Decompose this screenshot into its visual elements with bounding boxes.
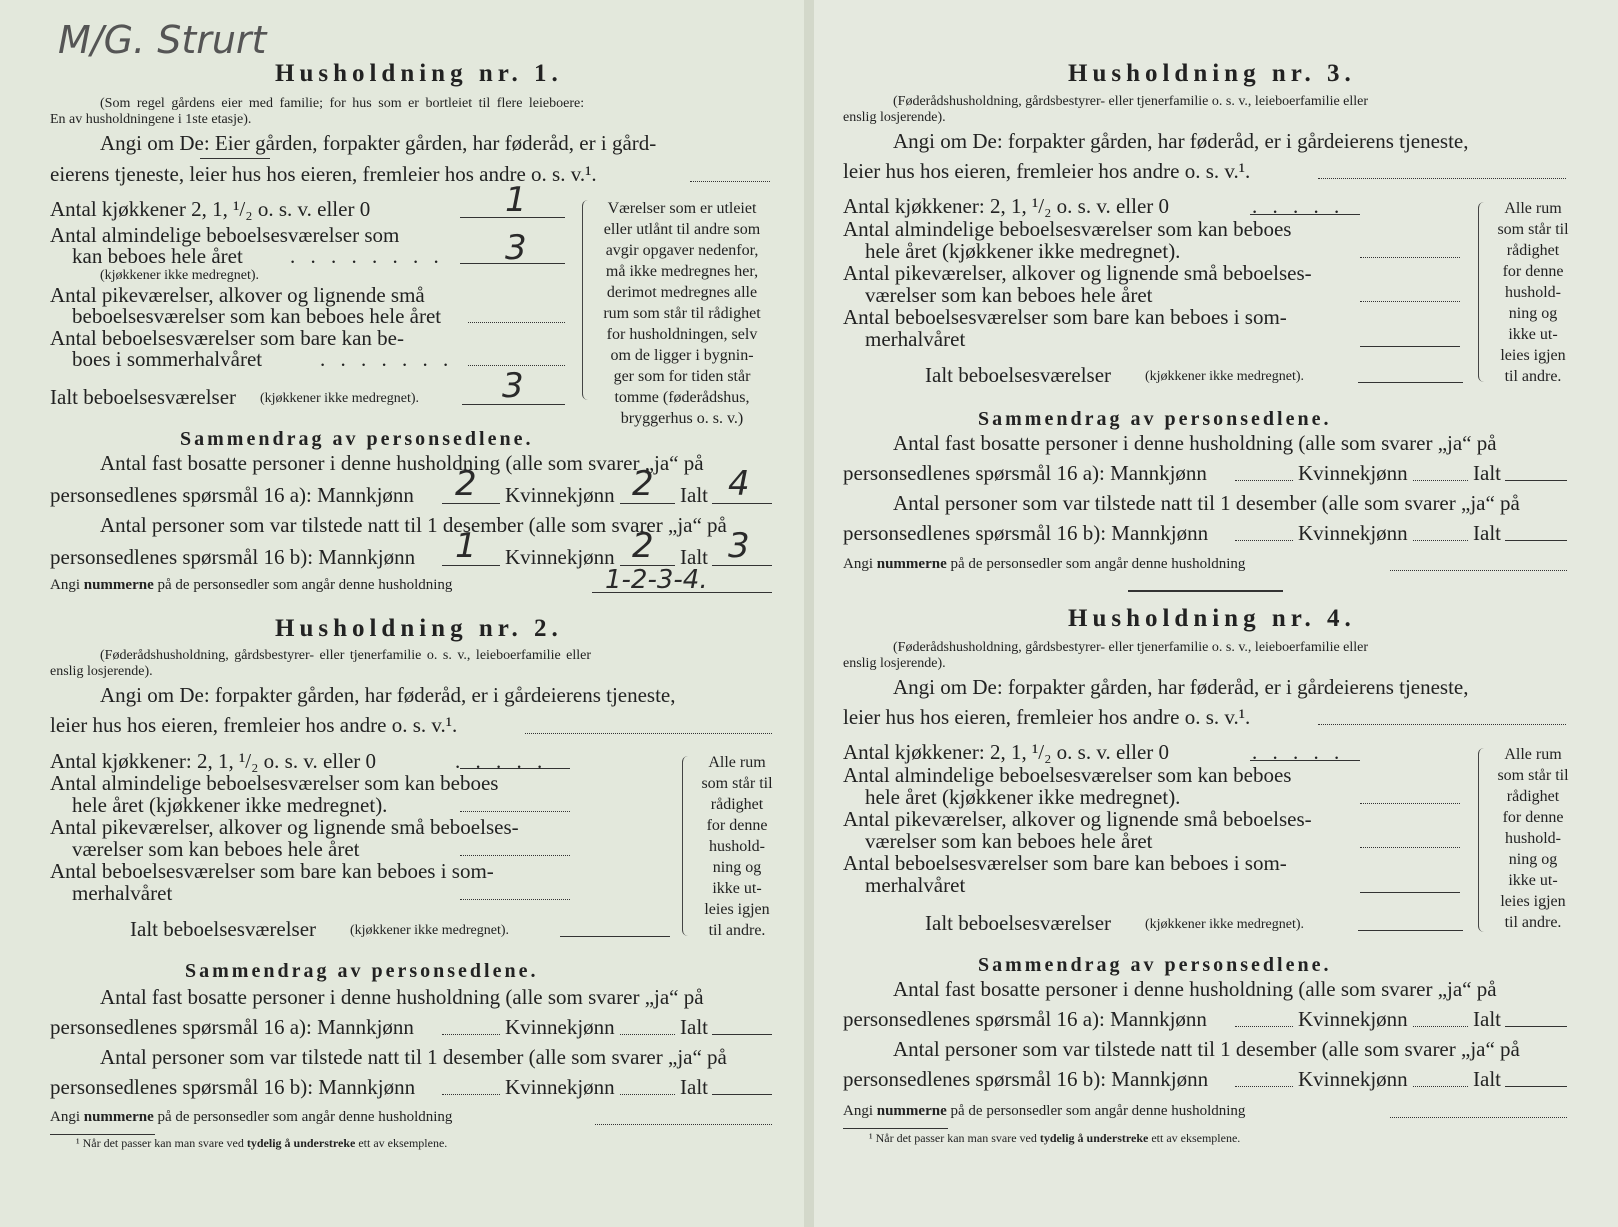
h3-b-ialt-label: Ialt — [1473, 521, 1501, 545]
h1-pike-line — [468, 322, 565, 323]
h4-a-m-line — [1235, 1026, 1293, 1027]
h3-angi-line — [1318, 178, 1566, 179]
h1-brace — [582, 200, 591, 400]
h1-tils1: Antal personer som var tilstede natt til 1 desember (alle som svarer „ja“ på — [100, 513, 727, 537]
h1-kjokken: Antal kjøkkener 2, 1, ¹/₂ o. s. v. eller 0 — [50, 197, 371, 221]
h3-side-line: Alle rum — [1504, 200, 1562, 217]
h4-angi2: leier hus hos eieren, fremleier hos andre o. s. v.¹. — [843, 705, 1251, 729]
h3-a-ialt-label: Ialt — [1473, 461, 1501, 485]
h4-alm-line — [1360, 803, 1460, 804]
footnote-right: ¹ Når det passer kan man svare ved tydelig å understreke ett av eksemplene. — [869, 1131, 1241, 1145]
h3-alm-line — [1360, 257, 1460, 258]
h1-som1: Antal beboelsesværelser som bare kan be- — [50, 326, 404, 350]
h1-b-m-value: 1 — [455, 526, 477, 566]
h3-alm1: Antal almindelige beboelsesværelser som kan beboes — [843, 217, 1292, 241]
h4-som2: merhalvåret — [865, 873, 966, 897]
h3-kjokken: Antal kjøkkener: 2, 1, ¹/₂ o. s. v. eller 0 — [843, 194, 1170, 218]
h4-angi-line — [1318, 724, 1566, 725]
h1-ialt: Ialt beboelsesværelser — [50, 385, 237, 409]
h1-side-line: eller utlånt til andre som — [603, 221, 761, 238]
h2-b-m-line — [442, 1094, 500, 1095]
h3-ialt-line — [1358, 382, 1463, 383]
page-spine — [804, 0, 814, 1227]
h4-ialt-note: (kjøkkener ikke medregnet). — [1145, 917, 1304, 932]
h4-side-line: til andre. — [1504, 914, 1562, 931]
h2-title: Husholdning nr. 2. — [275, 615, 563, 642]
h3-brace — [1478, 202, 1487, 382]
h2-kjokken-line — [460, 768, 570, 769]
h3-side-line: rådighet — [1506, 242, 1560, 259]
h2-angi2: leier hus hos eieren, fremleier hos andre o. s. v.¹. — [50, 713, 458, 737]
h1-alm-value: 3 — [505, 228, 527, 268]
h4-kjokken: Antal kjøkkener: 2, 1, ¹/₂ o. s. v. eller 0 — [843, 740, 1170, 764]
footnote-left: ¹ Når det passer kan man svare ved tydelig å understreke ett av eksemplene. — [76, 1136, 448, 1150]
h4-pike-line — [1360, 847, 1460, 848]
h3-side-line: for denne — [1502, 263, 1564, 280]
h2-angi-num: Angi nummerne på de personsedler som angår denne husholdning — [50, 1109, 453, 1125]
h1-side-line: om de ligger i bygnin- — [610, 347, 754, 364]
h4-som1: Antal beboelsesværelser som bare kan beboes i som- — [843, 851, 1287, 875]
h1-alm-dots: . . . . . . . . — [290, 244, 444, 268]
h4-b-kvinne-label: Kvinnekjønn — [1298, 1067, 1408, 1091]
h3-side-line: ning og — [1508, 305, 1558, 322]
h1-fast1: Antal fast bosatte personer i denne husholdning (alle som svarer „ja“ på — [100, 451, 704, 475]
h2-b-kvinne-label: Kvinnekjønn — [505, 1075, 615, 1099]
h2-som2: merhalvåret — [72, 881, 173, 905]
h1-a-ialt-label: Ialt — [680, 483, 708, 507]
h2-ialt: Ialt beboelsesværelser — [130, 917, 317, 941]
h1-side-line: for husholdningen, selv — [606, 326, 758, 343]
h3-pike1: Antal pikeværelser, alkover og lignende små beboelses- — [843, 261, 1312, 285]
h3-kjokken-line — [1250, 214, 1360, 215]
h4-alm2: hele året (kjøkkener ikke medregnet). — [865, 785, 1181, 809]
h2-note2: enslig losjerende). — [50, 664, 153, 679]
h2-kjokken-dots: . . . . . — [455, 749, 548, 773]
h4-side-line: Alle rum — [1504, 746, 1562, 763]
h2-b-k-line — [620, 1094, 675, 1095]
h3-ialt-note: (kjøkkener ikke medregnet). — [1145, 369, 1304, 384]
h3-a-kvinne-label: Kvinnekjønn — [1298, 461, 1408, 485]
h3-b-k-line — [1413, 540, 1468, 541]
h1-num-value: 1-2-3-4. — [605, 565, 708, 595]
h3-side-line: leies igjen — [1500, 347, 1566, 364]
h4-pike1: Antal pikeværelser, alkover og lignende små beboelses- — [843, 807, 1312, 831]
footnote-rule-right — [843, 1128, 948, 1129]
h1-b-i-value: 3 — [728, 526, 750, 566]
h1-side-line: bryggerhus o. s. v.) — [620, 410, 744, 427]
h4-fast1: Antal fast bosatte personer i denne husholdning (alle som svarer „ja“ på — [893, 977, 1497, 1001]
h2-kjokken: Antal kjøkkener: 2, 1, ¹/₂ o. s. v. eller 0 — [50, 749, 377, 773]
h2-b-i-line — [712, 1094, 772, 1095]
h4-side-line: som står til — [1497, 767, 1569, 784]
h2-angi1: Angi om De: forpakter gården, har føderåd, er i gårdeierens tjeneste, — [100, 683, 676, 707]
h1-alm-line — [460, 263, 565, 264]
h1-alm3: (kjøkkener ikke medregnet). — [100, 268, 259, 283]
h1-kjokken-value: 1 — [505, 180, 527, 220]
h3-b-i-line — [1505, 540, 1567, 541]
h3-side-line: som står til — [1497, 221, 1569, 238]
h4-b-ialt-label: Ialt — [1473, 1067, 1501, 1091]
h4-angi-num: Angi nummerne på de personsedler som angår denne husholdning — [843, 1103, 1246, 1119]
h3-som2: merhalvåret — [865, 327, 966, 351]
h1-b-k-value: 2 — [632, 526, 654, 566]
h3-title: Husholdning nr. 3. — [1068, 60, 1356, 87]
h3-pike-line — [1360, 301, 1460, 302]
h2-side-line: for denne — [706, 817, 768, 834]
h2-alm-line — [460, 811, 570, 812]
h1-side-line: rum som står til rådighet — [603, 305, 761, 322]
h1-ialt-note: (kjøkkener ikke medregnet). — [260, 391, 419, 406]
h2-side-line: rådighet — [710, 796, 764, 813]
h2-ialt-line — [560, 936, 670, 937]
h1-note1: (Som regel gårdens eier med familie; for hus som er bortleiet til flere leieboere: — [100, 96, 585, 111]
h2-side-line: ning og — [712, 859, 762, 876]
h3-side-line: til andre. — [1504, 368, 1562, 385]
h2-a-ialt-label: Ialt — [680, 1015, 708, 1039]
h1-num-line — [592, 592, 772, 593]
h1-b-kvinne-label: Kvinnekjønn — [505, 545, 615, 569]
h2-alm1: Antal almindelige beboelsesværelser som kan beboes — [50, 771, 499, 795]
h2-side-line: som står til — [701, 775, 773, 792]
h4-a-i-line — [1505, 1026, 1567, 1027]
h3-pike2: værelser som kan beboes hele året — [865, 283, 1153, 307]
h2-tils1: Antal personer som var tilstede natt til 1 desember (alle som svarer „ja“ på — [100, 1045, 727, 1069]
h4-side-line: leies igjen — [1500, 893, 1566, 910]
h3-som1: Antal beboelsesværelser som bare kan beboes i som- — [843, 305, 1287, 329]
h2-pike2: værelser som kan beboes hele året — [72, 837, 360, 861]
h2-brace — [682, 756, 691, 936]
h2-a-m-line — [442, 1034, 500, 1035]
h3-angi2: leier hus hos eieren, fremleier hos andre o. s. v.¹. — [843, 159, 1251, 183]
h1-alm2: kan beboes hele året — [72, 244, 243, 268]
h2-pike-line — [460, 855, 570, 856]
h2-side-note — [692, 752, 782, 941]
h4-b-k-line — [1413, 1086, 1468, 1087]
h3-b-m-line — [1235, 540, 1293, 541]
h2-sum-title: Sammendrag av personsedlene. — [185, 960, 539, 982]
h3-side-line: ikke ut- — [1508, 326, 1558, 343]
h1-angi2: eierens tjeneste, leier hus hos eieren, fremleier hos andre o. s. v.¹. — [50, 162, 597, 186]
h1-side-line: avgir opgaver nedenfor, — [605, 242, 759, 259]
h2-alm2: hele året (kjøkkener ikke medregnet). — [72, 793, 388, 817]
footnote-rule-left — [50, 1134, 155, 1135]
h2-side-line: til andre. — [708, 922, 766, 939]
h3-p16a: personsedlenes spørsmål 16 a): Mannkjønn — [843, 461, 1207, 485]
h4-side-note — [1488, 744, 1578, 933]
h4-side-line: ikke ut- — [1508, 872, 1558, 889]
h1-a-kvinne-label: Kvinnekjønn — [505, 483, 615, 507]
h1-side-note — [592, 198, 772, 429]
h1-pike1: Antal pikeværelser, alkover og lignende små — [50, 283, 425, 307]
h1-eier-underline — [200, 158, 270, 159]
h3-p16b: personsedlenes spørsmål 16 b): Mannkjønn — [843, 521, 1209, 545]
h1-sum-title: Sammendrag av personsedlene. — [180, 428, 534, 450]
h2-b-ialt-label: Ialt — [680, 1075, 708, 1099]
h1-b-ialt-label: Ialt — [680, 545, 708, 569]
h1-angi1: Angi om De: Eier gården, forpakter gården, har føderåd, er i gård- — [100, 131, 657, 155]
h1-side-line: må ikke medregnes her, — [605, 263, 759, 280]
h2-som-line — [460, 899, 570, 900]
h2-note1: (Føderådshusholdning, gårdsbestyrer- eller tjenerfamilie o. s. v., leieboerfamilie eller — [100, 648, 592, 663]
h3-side-line: hushold- — [1505, 284, 1561, 301]
h1-a-k-value: 2 — [632, 464, 654, 504]
h3-a-m-line — [1235, 480, 1293, 481]
h1-side-line: Værelser som er utleiet — [607, 200, 757, 217]
h2-a-k-line — [620, 1034, 675, 1035]
h4-b-m-line — [1235, 1086, 1293, 1087]
h4-side-line: hushold- — [1505, 830, 1561, 847]
h4-alm1: Antal almindelige beboelsesværelser som kan beboes — [843, 763, 1292, 787]
h1-p16a: personsedlenes spørsmål 16 a): Mannkjønn — [50, 483, 414, 507]
h4-brace — [1478, 748, 1487, 932]
handwritten-signature: M/G. Strurt — [58, 18, 267, 62]
h3-sum-title: Sammendrag av personsedlene. — [978, 408, 1332, 430]
h4-tils1: Antal personer som var tilstede natt til 1 desember (alle som svarer „ja“ på — [893, 1037, 1520, 1061]
h1-side-line: ger som for tiden står — [613, 368, 751, 385]
h4-ialt: Ialt beboelsesværelser — [925, 911, 1112, 935]
h2-pike1: Antal pikeværelser, alkover og lignende små beboelses- — [50, 815, 519, 839]
h4-side-line: ning og — [1508, 851, 1558, 868]
h3-tils1: Antal personer som var tilstede natt til 1 desember (alle som svarer „ja“ på — [893, 491, 1520, 515]
h4-a-k-line — [1413, 1026, 1468, 1027]
h3-side-note — [1488, 198, 1578, 387]
h2-side-line: leies igjen — [704, 901, 770, 918]
h1-alm1: Antal almindelige beboelsesværelser som — [50, 223, 400, 247]
h1-p16b: personsedlenes spørsmål 16 b): Mannkjønn — [50, 545, 416, 569]
h4-p16b: personsedlenes spørsmål 16 b): Mannkjønn — [843, 1067, 1209, 1091]
h4-title: Husholdning nr. 4. — [1068, 605, 1356, 632]
h4-som-line — [1360, 892, 1460, 893]
h4-side-line: for denne — [1502, 809, 1564, 826]
h1-pike2: beboelsesværelser som kan beboes hele året — [72, 304, 442, 328]
h1-angi-num: Angi nummerne på de personsedler som angår denne husholdning — [50, 577, 453, 593]
h4-angi1: Angi om De: forpakter gården, har føderåd, er i gårdeierens tjeneste, — [893, 675, 1469, 699]
h3-separator — [1128, 590, 1283, 592]
h3-b-kvinne-label: Kvinnekjønn — [1298, 521, 1408, 545]
h2-fast1: Antal fast bosatte personer i denne husholdning (alle som svarer „ja“ på — [100, 985, 704, 1009]
h2-side-line: ikke ut- — [712, 880, 762, 897]
h2-side-line: hushold- — [709, 838, 765, 855]
h3-a-k-line — [1413, 480, 1468, 481]
h1-side-line: derimot medregnes alle — [606, 284, 758, 301]
h1-a-m-value: 2 — [455, 464, 477, 504]
h3-note1: (Føderådshusholdning, gårdsbestyrer- eller tjenerfamilie o. s. v., leieboerfamilie eller — [893, 94, 1369, 109]
h2-p16a: personsedlenes spørsmål 16 a): Mannkjønn — [50, 1015, 414, 1039]
h3-som-line — [1360, 346, 1460, 347]
h4-note2: enslig losjerende). — [843, 656, 946, 671]
h3-angi1: Angi om De: forpakter gården, har føderåd, er i gårdeierens tjeneste, — [893, 129, 1469, 153]
h1-a-i-value: 4 — [728, 464, 750, 504]
h3-kjokken-dots: . . . . . — [1252, 194, 1345, 218]
h4-pike2: værelser som kan beboes hele året — [865, 829, 1153, 853]
h4-kjokken-dots: . . . . . — [1252, 740, 1345, 764]
h3-ialt: Ialt beboelsesværelser — [925, 363, 1112, 387]
h3-a-i-line — [1505, 480, 1567, 481]
h3-alm2: hele året (kjøkkener ikke medregnet). — [865, 239, 1181, 263]
h2-a-kvinne-label: Kvinnekjønn — [505, 1015, 615, 1039]
h3-note2: enslig losjerende). — [843, 110, 946, 125]
h1-som-dots: . . . . . . . — [320, 347, 454, 371]
h2-angi-line — [525, 733, 772, 734]
h2-a-i-line — [712, 1034, 772, 1035]
h3-num-line — [1390, 570, 1567, 571]
h2-num-line — [595, 1124, 772, 1125]
h1-som2: boes i sommerhalvåret — [72, 347, 263, 371]
h1-side-line: tomme (føderådshus, — [614, 389, 750, 406]
h4-ialt-line — [1358, 930, 1463, 931]
h4-a-kvinne-label: Kvinnekjønn — [1298, 1007, 1408, 1031]
h1-ialt-line — [462, 404, 565, 405]
h1-note2: En av husholdningene i 1ste etasje). — [50, 112, 252, 127]
h2-som1: Antal beboelsesværelser som bare kan beboes i som- — [50, 859, 494, 883]
h1-title: Husholdning nr. 1. — [275, 60, 563, 87]
h4-note1: (Føderådshusholdning, gårdsbestyrer- eller tjenerfamilie o. s. v., leieboerfamilie eller — [893, 640, 1369, 655]
h2-p16b: personsedlenes spørsmål 16 b): Mannkjønn — [50, 1075, 416, 1099]
h4-p16a: personsedlenes spørsmål 16 a): Mannkjønn — [843, 1007, 1207, 1031]
h4-b-i-line — [1505, 1086, 1567, 1087]
h4-num-line — [1390, 1117, 1567, 1118]
h4-a-ialt-label: Ialt — [1473, 1007, 1501, 1031]
h1-angi-line — [690, 181, 770, 182]
h4-side-line: rådighet — [1506, 788, 1560, 805]
h1-ialt-value: 3 — [502, 366, 524, 406]
h3-fast1: Antal fast bosatte personer i denne husholdning (alle som svarer „ja“ på — [893, 431, 1497, 455]
h4-kjokken-line — [1250, 760, 1360, 761]
h4-sum-title: Sammendrag av personsedlene. — [978, 954, 1332, 976]
h3-angi-num: Angi nummerne på de personsedler som angår denne husholdning — [843, 556, 1246, 572]
h2-side-line: Alle rum — [708, 754, 766, 771]
h2-ialt-note: (kjøkkener ikke medregnet). — [350, 923, 509, 938]
